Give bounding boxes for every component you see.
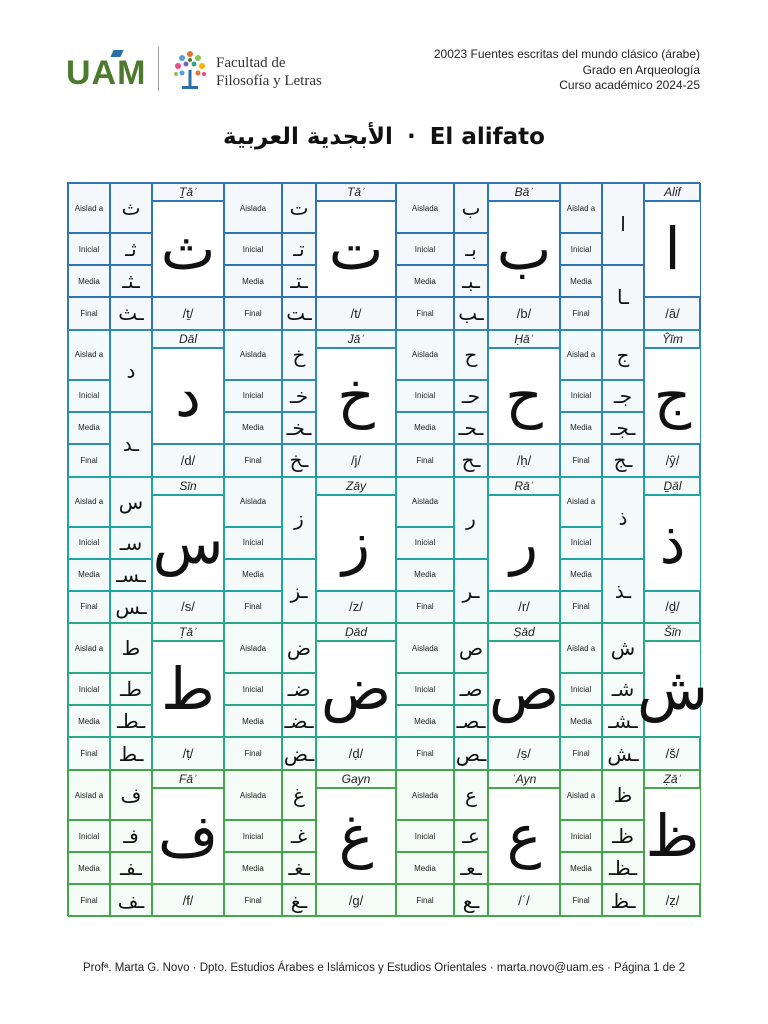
letter-name: Fāʾ [152, 770, 224, 788]
letter-glyph: ص [488, 641, 560, 737]
letter-glyph: ظ [644, 788, 701, 884]
letter-name: Ẓāʾ [644, 770, 701, 788]
faculty-line-1: Facultad de [216, 55, 286, 71]
letter-glyph: ش [644, 641, 701, 737]
faculty-name [216, 54, 322, 90]
degree: Grado en Arqueología [582, 62, 700, 77]
uam-logo-text: UAM [66, 54, 147, 92]
initial-form: ضـ [282, 673, 316, 705]
title-arabic: الأبجدية العربية [223, 124, 393, 150]
label-initial: Inicial [224, 527, 282, 559]
letter-name: Ḥāʾ [488, 330, 560, 348]
letter-name: Gayn [316, 770, 396, 788]
letter-glyph: س [152, 495, 224, 591]
label-isolated: Aislad a [560, 330, 602, 380]
letter-name: Ṭāʾ [152, 623, 224, 641]
letter-name: Šīn [644, 623, 701, 641]
letter-name: Ḏāl [644, 477, 701, 495]
initial-form: جـ [602, 380, 644, 412]
label-isolated: Aislad a [68, 770, 110, 820]
letter-block [223, 183, 395, 329]
label-medial: Media [396, 265, 454, 297]
label-medial: Media [396, 412, 454, 444]
alphabet-grid [67, 182, 708, 916]
label-final: Final [68, 737, 110, 770]
label-initial: Inicial [560, 233, 602, 265]
alphabet-row [67, 622, 708, 769]
label-medial: Media [560, 265, 602, 297]
letter-transliteration: /ṯ/ [152, 297, 224, 330]
letter-transliteration: /ḍ/ [316, 737, 396, 770]
letter-glyph: ط [152, 641, 224, 737]
label-medial: Media [224, 705, 282, 737]
label-final: Final [560, 444, 602, 477]
label-final: Final [68, 591, 110, 624]
isolated-form: ف [110, 770, 152, 820]
final-form: ـد [110, 412, 152, 477]
medial-form: ـثـ [110, 265, 152, 297]
label-medial: Media [396, 705, 454, 737]
initial-form: خـ [282, 380, 316, 412]
letter-transliteration: /š/ [644, 737, 701, 770]
label-isolated: Aislad a [68, 477, 110, 527]
initial-form: فـ [110, 820, 152, 852]
page-footer: Profª. Marta G. Novo · Dpto. Estudios Árabes e Islámicos y Estudios Orientales · marta.novo@uam.es · Página 1 de 2 [82, 962, 686, 974]
letter-transliteration: /d/ [152, 444, 224, 477]
label-initial: Inicial [560, 820, 602, 852]
label-isolated: Aislada [396, 183, 454, 233]
isolated-form: ا [602, 183, 644, 265]
letter-transliteration: /ẓ/ [644, 884, 701, 917]
label-initial: Inicial [560, 673, 602, 705]
letter-transliteration: /ḥ/ [488, 444, 560, 477]
label-medial: Media [560, 852, 602, 884]
label-final: Final [396, 444, 454, 477]
label-final: Final [68, 444, 110, 477]
letter-block [559, 330, 700, 476]
isolated-form: ط [110, 623, 152, 673]
label-medial: Media [560, 412, 602, 444]
letter-name: Tāʾ [316, 183, 396, 201]
letter-block [559, 183, 700, 329]
label-final: Final [224, 297, 282, 330]
label-final: Final [224, 737, 282, 770]
isolated-form: ح [454, 330, 488, 380]
label-isolated: Aislada [224, 477, 282, 527]
label-initial: Inicial [224, 673, 282, 705]
final-form: ـظ [602, 884, 644, 917]
final-form: ـا [602, 265, 644, 330]
letter-transliteration: /t/ [316, 297, 396, 330]
letter-glyph: ث [152, 201, 224, 297]
letter-glyph: ج [644, 348, 701, 444]
logo-divider [158, 47, 159, 91]
uam-logo [66, 50, 148, 94]
label-initial: Inicial [68, 673, 110, 705]
initial-form: حـ [454, 380, 488, 412]
label-initial: Inicial [396, 233, 454, 265]
label-isolated: Aislada [224, 623, 282, 673]
label-medial: Media [396, 559, 454, 591]
label-isolated: Aislada [224, 183, 282, 233]
label-medial: Media [68, 412, 110, 444]
label-medial: Media [560, 705, 602, 737]
label-initial: Inicial [224, 233, 282, 265]
tree-logo-icon [172, 46, 208, 92]
letter-glyph: ح [488, 348, 560, 444]
letter-name: Ḍād [316, 623, 396, 641]
letter-block [223, 770, 395, 915]
letter-name: Jāʾ [316, 330, 396, 348]
final-form: ـغ [282, 884, 316, 917]
label-initial: Inicial [68, 233, 110, 265]
final-form: ـب [454, 297, 488, 330]
page-title [0, 124, 768, 150]
letter-name: Bāʾ [488, 183, 560, 201]
medial-form: ـسـ [110, 559, 152, 591]
letter-block [395, 623, 559, 769]
initial-form: صـ [454, 673, 488, 705]
label-medial: Media [68, 265, 110, 297]
letter-block [395, 183, 559, 329]
label-final: Final [396, 297, 454, 330]
label-final: Final [396, 591, 454, 624]
medial-form: ـعـ [454, 852, 488, 884]
letter-glyph: ض [316, 641, 396, 737]
medial-form: ـطـ [110, 705, 152, 737]
label-isolated: Aislad a [560, 183, 602, 233]
isolated-form: د [110, 330, 152, 412]
letter-name: Alif [644, 183, 701, 201]
label-isolated: Aislada [396, 623, 454, 673]
label-final: Final [68, 297, 110, 330]
letter-glyph: ز [316, 495, 396, 591]
letter-transliteration: /b/ [488, 297, 560, 330]
letter-glyph: د [152, 348, 224, 444]
isolated-form: ع [454, 770, 488, 820]
label-medial: Media [224, 265, 282, 297]
alphabet-row [67, 182, 700, 329]
letter-transliteration: /ʿ/ [488, 884, 560, 917]
label-initial: Inicial [68, 820, 110, 852]
medial-form: ـضـ [282, 705, 316, 737]
final-form: ـض [282, 737, 316, 770]
initial-form: ثـ [110, 233, 152, 265]
medial-form: ـصـ [454, 705, 488, 737]
letter-transliteration: /ā/ [644, 297, 701, 330]
letter-transliteration: /g/ [316, 884, 396, 917]
medial-form: ـغـ [282, 852, 316, 884]
medial-form: ـحـ [454, 412, 488, 444]
final-form: ـس [110, 591, 152, 624]
final-form: ـش [602, 737, 644, 770]
final-form: ـذ [602, 559, 644, 624]
letter-block [67, 330, 223, 476]
label-initial: Inicial [396, 380, 454, 412]
letter-block [395, 770, 559, 915]
label-initial: Inicial [396, 527, 454, 559]
label-initial: Inicial [68, 380, 110, 412]
letter-block [223, 477, 395, 623]
final-form: ـح [454, 444, 488, 477]
alphabet-row [67, 329, 700, 476]
label-isolated: Aislada [396, 330, 454, 380]
letter-name: Zāy [316, 477, 396, 495]
final-form: ـخ [282, 444, 316, 477]
letter-transliteration: /j/ [316, 444, 396, 477]
letter-block [67, 183, 223, 329]
initial-form: تـ [282, 233, 316, 265]
final-form: ـط [110, 737, 152, 770]
isolated-form: ص [454, 623, 488, 673]
isolated-form: ز [282, 477, 316, 559]
medial-form: ـظـ [602, 852, 644, 884]
letter-block [67, 770, 223, 915]
label-final: Final [224, 884, 282, 917]
label-isolated: Aislad a [68, 330, 110, 380]
letter-block [559, 770, 700, 915]
label-medial: Media [224, 412, 282, 444]
label-final: Final [224, 591, 282, 624]
label-initial: Inicial [224, 380, 282, 412]
isolated-form: خ [282, 330, 316, 380]
letter-glyph: خ [316, 348, 396, 444]
letter-name: ʿAyn [488, 770, 560, 788]
letter-block [223, 330, 395, 476]
label-final: Final [396, 737, 454, 770]
initial-form: بـ [454, 233, 488, 265]
label-medial: Media [224, 852, 282, 884]
letter-glyph: ا [644, 201, 701, 297]
letter-transliteration: /ṭ/ [152, 737, 224, 770]
isolated-form: س [110, 477, 152, 527]
letter-transliteration: /z/ [316, 591, 396, 624]
letter-block [67, 477, 223, 623]
letter-transliteration: /ṣ/ [488, 737, 560, 770]
label-isolated: Aislad a [68, 183, 110, 233]
initial-form: طـ [110, 673, 152, 705]
final-form: ـر [454, 559, 488, 624]
letter-block [395, 330, 559, 476]
isolated-form: ج [602, 330, 644, 380]
final-form: ـج [602, 444, 644, 477]
label-isolated: Aislada [396, 770, 454, 820]
label-initial: Inicial [224, 820, 282, 852]
letter-name: Sīn [152, 477, 224, 495]
letter-glyph: ع [488, 788, 560, 884]
medial-form: ـفـ [110, 852, 152, 884]
letter-transliteration: /ḏ/ [644, 591, 701, 624]
initial-form: ظـ [602, 820, 644, 852]
label-isolated: Aislada [396, 477, 454, 527]
letter-name: Ṣād [488, 623, 560, 641]
medial-form: ـخـ [282, 412, 316, 444]
final-form: ـز [282, 559, 316, 624]
title-spanish: El alifato [429, 124, 545, 150]
letter-transliteration: /ŷ/ [644, 444, 701, 477]
label-final: Final [560, 737, 602, 770]
final-form: ـع [454, 884, 488, 917]
isolated-form: ض [282, 623, 316, 673]
course-code: 20023 Fuentes escritas del mundo clásico (árabe) [433, 47, 700, 61]
label-medial: Media [396, 852, 454, 884]
label-isolated: Aislad a [560, 477, 602, 527]
academic-year: Curso académico 2024-25 [559, 78, 700, 92]
label-medial: Media [68, 852, 110, 884]
alphabet-row [67, 476, 700, 623]
letter-name: Rāʾ [488, 477, 560, 495]
isolated-form: ت [282, 183, 316, 233]
label-initial: Inicial [560, 527, 602, 559]
letter-glyph: ب [488, 201, 560, 297]
label-medial: Media [560, 559, 602, 591]
letter-glyph: ر [488, 495, 560, 591]
alphabet-row [67, 769, 700, 916]
label-isolated: Aislad a [560, 770, 602, 820]
isolated-form: ب [454, 183, 488, 233]
letter-transliteration: /r/ [488, 591, 560, 624]
isolated-form: ظ [602, 770, 644, 820]
letter-glyph: ت [316, 201, 396, 297]
letter-transliteration: /s/ [152, 591, 224, 624]
medial-form: ـبـ [454, 265, 488, 297]
label-initial: Inicial [560, 380, 602, 412]
medial-form: ـشـ [602, 705, 644, 737]
label-final: Final [560, 297, 602, 330]
letter-glyph: ذ [644, 495, 701, 591]
label-medial: Media [224, 559, 282, 591]
initial-form: عـ [454, 820, 488, 852]
medial-form: ـتـ [282, 265, 316, 297]
letter-name: Ŷīm [644, 330, 701, 348]
label-final: Final [560, 591, 602, 624]
letter-block [559, 623, 708, 769]
letter-block [223, 623, 395, 769]
letter-glyph: ف [152, 788, 224, 884]
label-initial: Inicial [68, 527, 110, 559]
label-final: Final [224, 444, 282, 477]
initial-form: غـ [282, 820, 316, 852]
label-final: Final [560, 884, 602, 917]
faculty-line-2: Filosofía y Letras [216, 73, 322, 89]
label-initial: Inicial [396, 673, 454, 705]
medial-form: ـجـ [602, 412, 644, 444]
final-form: ـف [110, 884, 152, 917]
letter-block [395, 477, 559, 623]
initial-form: شـ [602, 673, 644, 705]
label-medial: Media [68, 559, 110, 591]
isolated-form: ر [454, 477, 488, 559]
label-isolated: Aislada [224, 770, 282, 820]
label-final: Final [68, 884, 110, 917]
isolated-form: ذ [602, 477, 644, 559]
letter-transliteration: /f/ [152, 884, 224, 917]
letter-block [559, 477, 700, 623]
label-final: Final [396, 884, 454, 917]
isolated-form: ث [110, 183, 152, 233]
final-form: ـت [282, 297, 316, 330]
letter-block [67, 623, 223, 769]
label-isolated: Aislad a [68, 623, 110, 673]
initial-form: سـ [110, 527, 152, 559]
final-form: ـص [454, 737, 488, 770]
label-medial: Media [68, 705, 110, 737]
letter-name: Ṯāʾ [152, 183, 224, 201]
letter-name: Dāl [152, 330, 224, 348]
isolated-form: ش [602, 623, 644, 673]
label-isolated: Aislad a [560, 623, 602, 673]
label-isolated: Aislada [224, 330, 282, 380]
letter-glyph: غ [316, 788, 396, 884]
isolated-form: غ [282, 770, 316, 820]
label-initial: Inicial [396, 820, 454, 852]
course-info [434, 47, 700, 94]
final-form: ـث [110, 297, 152, 330]
title-separator: · [406, 124, 416, 150]
